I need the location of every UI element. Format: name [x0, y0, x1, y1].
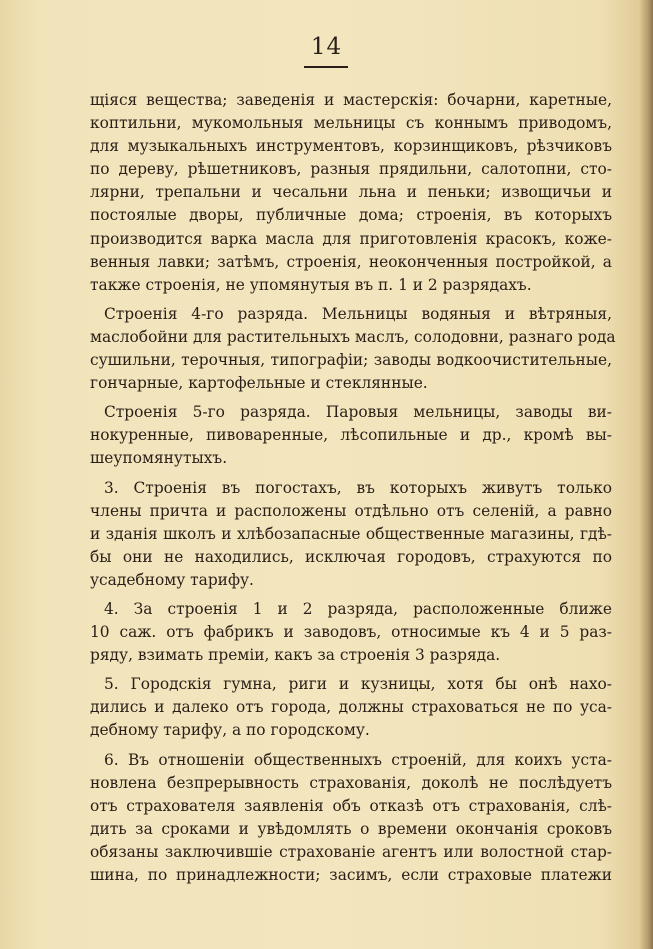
text-line: маслобойни для растительныхъ маслъ, солодовни, разнаго рода [90, 327, 616, 346]
text-line: шеупомянутыхъ. [90, 449, 228, 468]
text-line: также строенія, не упомянутыя въ п. 1 и 2 разрядахъ. [90, 275, 532, 294]
text-line: сушильни, терочныя, типографіи; заводы водкоочистительные, [90, 351, 612, 370]
text-line: коптильни, мукомольныя мельницы съ коннымъ приводомъ, [90, 114, 612, 133]
text-line: 5. Городскія гумна, риги и кузницы, хотя бы онѣ нахо- [104, 675, 612, 694]
text-line: обязаны заключившіе страхованіе агентъ или волостной стар- [90, 842, 612, 861]
text-line: бы они не находились, исключая городовъ, страхуются по [90, 547, 612, 566]
text-line: Строенія 4-го разряда. Мельницы водяныя и вѣтряныя, [104, 304, 612, 323]
text-line: 10 саж. отъ фабрикъ и заводовъ, относимые къ 4 и 5 раз- [90, 623, 612, 642]
text-line: усадебному тарифу. [90, 570, 254, 589]
text-line: нокуренные, пивоваренные, лѣсопильные и др., кромѣ вы- [90, 426, 612, 445]
page-text [90, 89, 616, 887]
text-line: и зданія школъ и хлѣбозапасные общественные магазины, гдѣ- [90, 524, 612, 543]
text-line: для музыкальныхъ инструментовъ, корзинщиковъ, рѣзчиковъ [90, 137, 612, 156]
text-line: 3. Строенія въ погостахъ, въ которыхъ живутъ только [104, 478, 612, 497]
text-line: дить за сроками и увѣдомлять о времени окончанія сроковъ [90, 819, 612, 838]
text-line: по дереву, рѣшетниковъ, разныя прядильни, салотопни, сто- [90, 160, 612, 179]
paragraph [90, 673, 612, 742]
paragraph [90, 477, 612, 592]
header-rule [304, 66, 348, 68]
text-line: гончарные, картофельные и стеклянные. [90, 374, 428, 393]
text-line: Строенія 5-го разряда. Паровыя мельницы, заводы ви- [104, 403, 612, 422]
paragraph [90, 89, 612, 297]
text-line: шина, по принадлежности; засимъ, если страховые платежи [90, 866, 612, 884]
text-line: 4. За строенія 1 и 2 разряда, расположенные ближе [104, 599, 612, 618]
text-line: производится варка масла для приготовленія красокъ, коже- [90, 229, 612, 248]
text-line: щіяся вещества; заведенія и мастерскія: бочарни, каретные, [90, 91, 612, 109]
text-line: постоялые дворы, публичные дома; строенія, въ которыхъ [90, 206, 612, 225]
text-line: лярни, трепальни и чесальни льна и пеньки; извощичьи и [90, 183, 612, 202]
text-line: венныя лавки; затѣмъ, строенія, неоконченныя постройкой, а [90, 252, 612, 271]
text-line: ряду, взимать преміи, какъ за строенія 3 разряда. [90, 646, 501, 665]
text-line: отъ страхователя заявленія объ отказѣ отъ страхованія, слѣ- [90, 796, 612, 815]
page-number: 14 [310, 34, 343, 60]
text-line: новлена безпрерывность страхованія, доколѣ не послѣдуетъ [90, 773, 612, 792]
paragraph [90, 749, 612, 888]
page-spine-shadow [639, 0, 653, 949]
text-line: 6. Въ отношеніи общественныхъ строеній, для коихъ уста- [104, 750, 612, 769]
paragraph [90, 598, 612, 667]
text-line: дились и далеко отъ города, должны страховаться не по уса- [90, 698, 612, 717]
text-line: дебному тарифу, а по городскому. [90, 721, 370, 740]
text-line: члены причта и расположены отдѣльно отъ селеній, а равно [90, 501, 612, 520]
paragraph [90, 303, 616, 395]
paragraph [90, 401, 612, 470]
